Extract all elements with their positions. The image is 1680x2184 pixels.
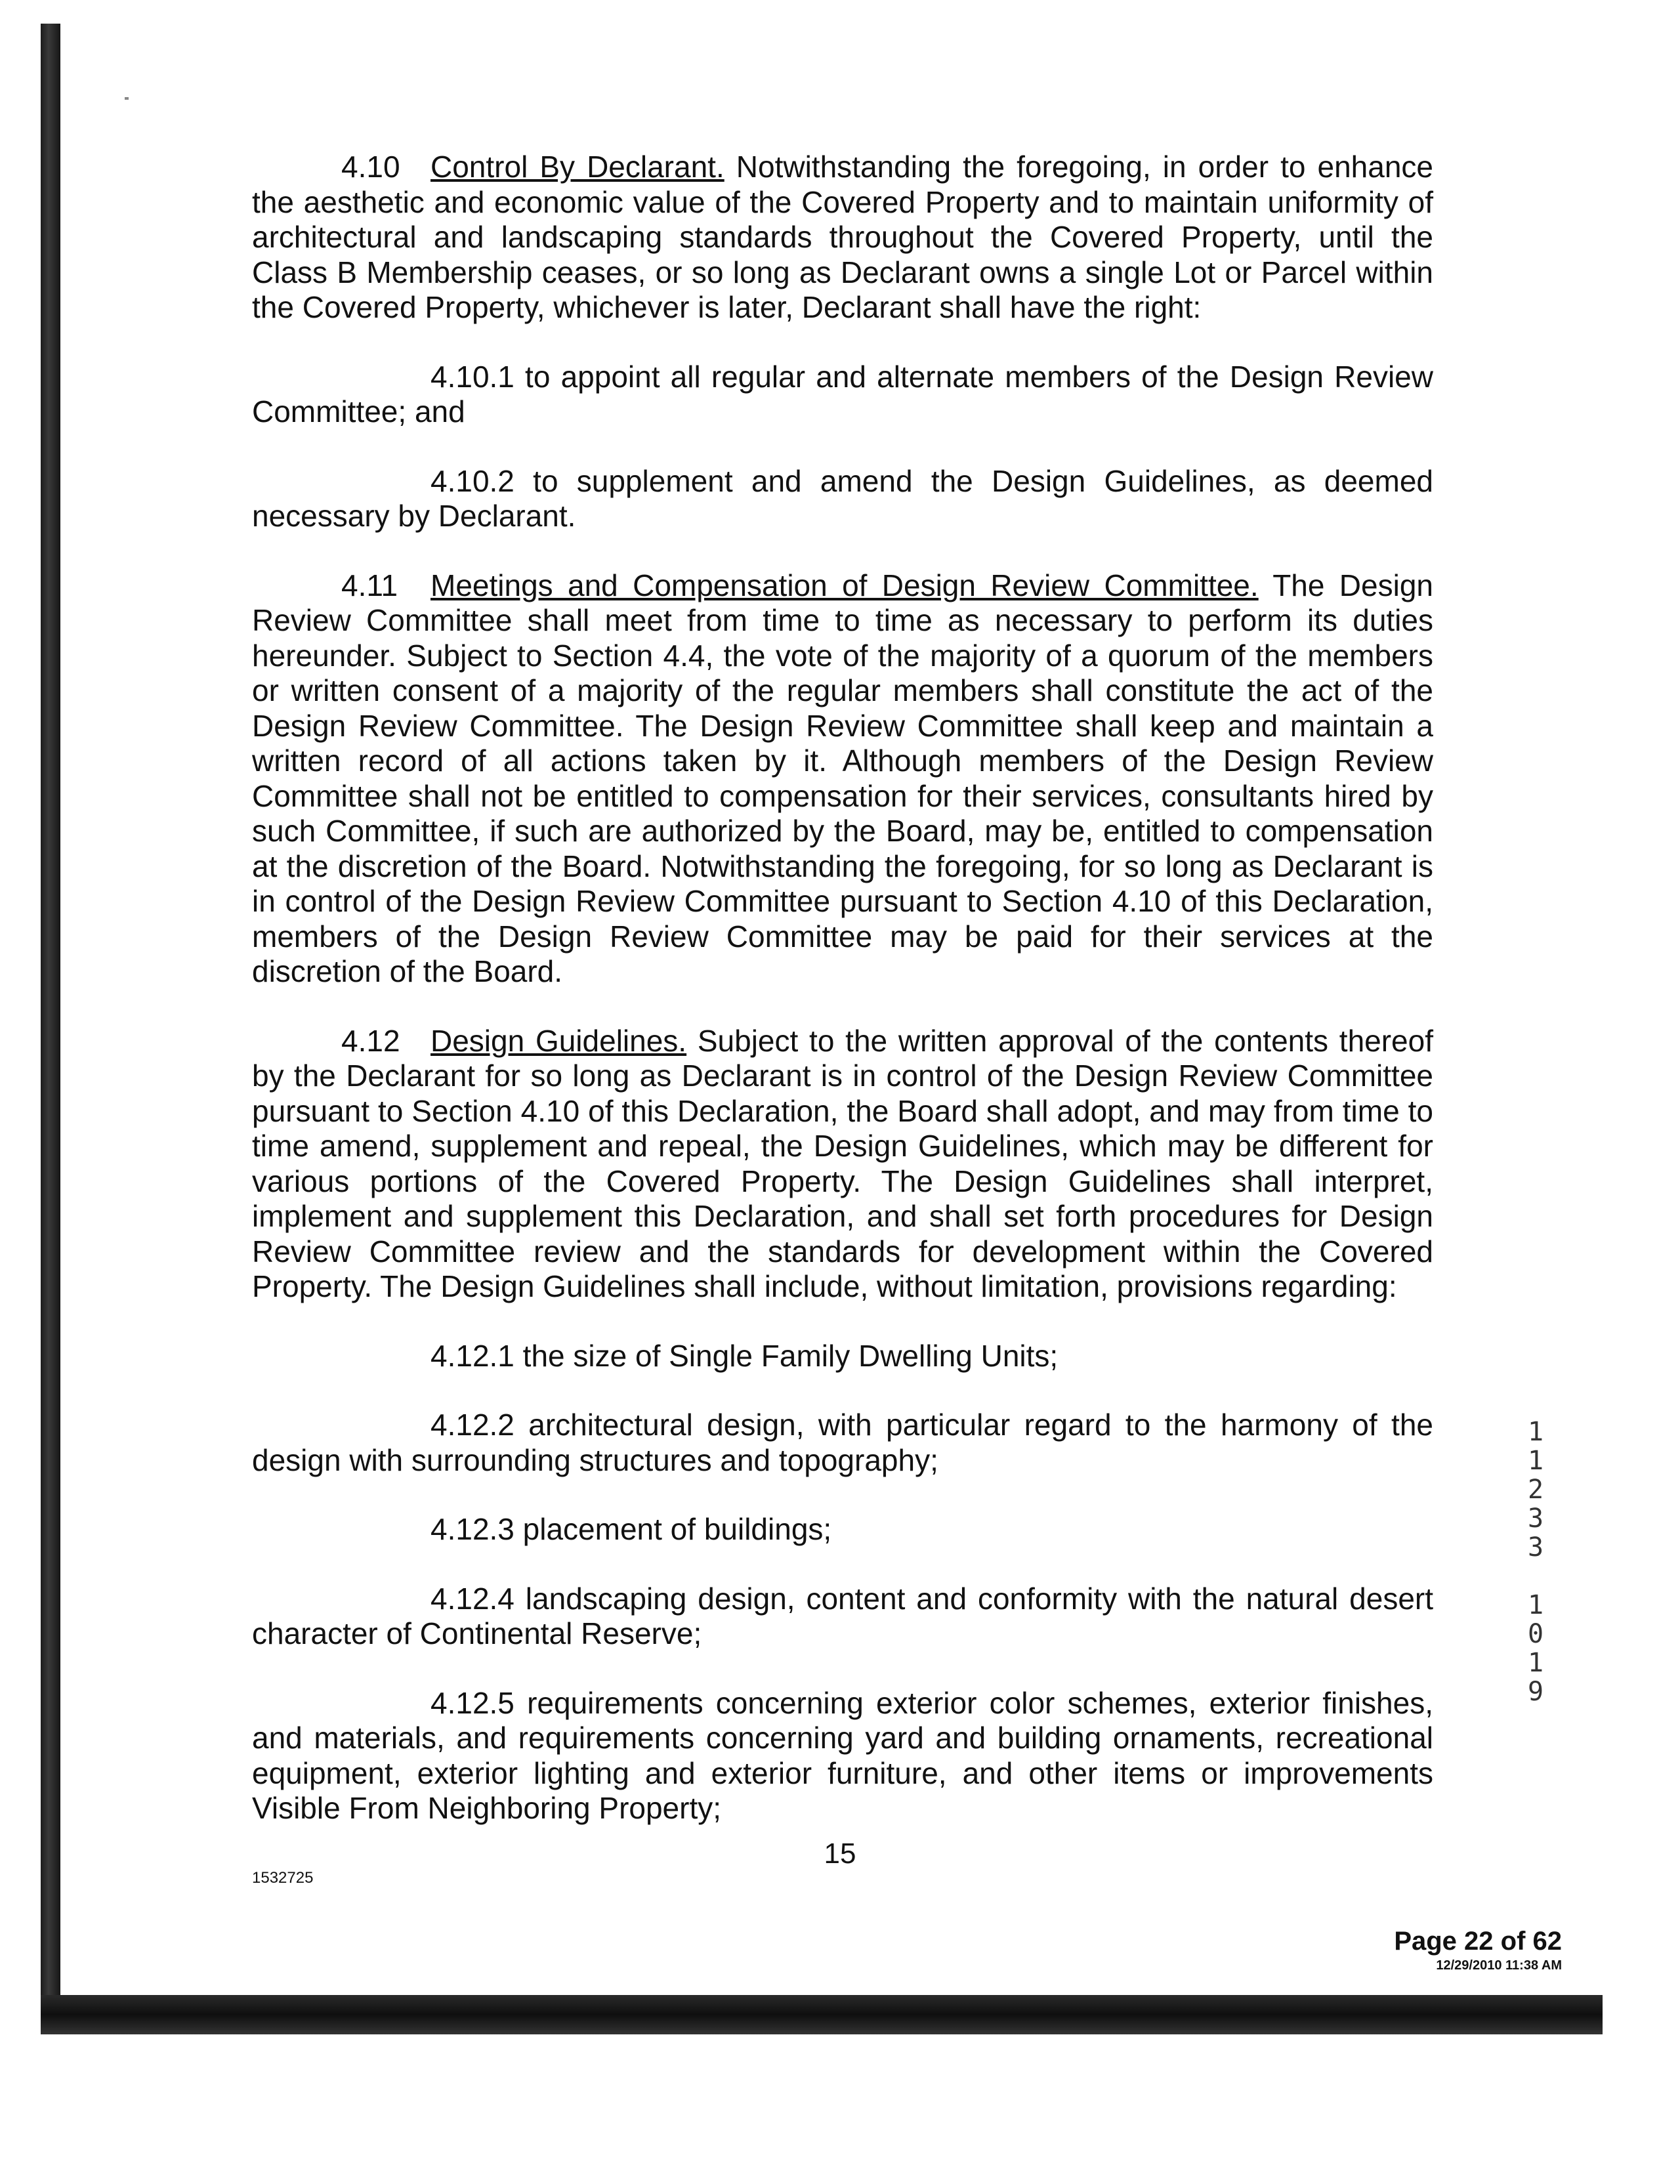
- section-4-10: [252, 150, 1433, 326]
- document-id: 1532725: [252, 1869, 314, 1887]
- subsection-4-12-2: 4.12.2 architectural design, with particular regard to the harmony of the design with surrounding structures and topography;: [252, 1408, 1433, 1477]
- section-heading: Design Guidelines.: [430, 1023, 687, 1058]
- section-heading: Control By Declarant.: [430, 150, 724, 184]
- document-body: [252, 150, 1433, 1860]
- margin-recording-stamp: [1522, 1418, 1549, 1706]
- section-number: 4.10: [341, 150, 400, 184]
- section-heading: Meetings and Compensation of Design Review Committee.: [430, 568, 1259, 602]
- stamp-digit: 9: [1527, 1677, 1544, 1707]
- stamp-digit: 1: [1527, 1417, 1544, 1447]
- subsection-4-12-3: 4.12.3 placement of buildings;: [430, 1512, 832, 1546]
- section-4-11: [252, 568, 1433, 990]
- scan-edge-left: [41, 24, 60, 2006]
- stamp-gap: [1522, 1562, 1549, 1591]
- stamp-digit: 0: [1527, 1619, 1544, 1649]
- stamp-digit: 1: [1527, 1446, 1544, 1476]
- stamp-digit: 3: [1527, 1503, 1544, 1534]
- page-number: 15: [824, 1838, 856, 1870]
- section-text: Subject to the written approval of the contents thereof by the Declarant for so long as Declarant is in control of the Design Review Committee pursuant to Section 4.10 of this Declaration, the Board shall adopt, and may from time to time amend, supplement and repeal, the Design Guidelines, which may be different for various portions of the Covered Property. The Design Guidelines shall interpret, implement and supplement this Declaration, and shall set forth procedures for Design Review Committee review and the standards for development within the Covered Property. The Design Guidelines shall include, without limitation, provisions regarding:: [252, 1023, 1433, 1303]
- section-number: 4.11: [341, 568, 398, 602]
- recorder-timestamp: 12/29/2010 11:38 AM: [1436, 1958, 1562, 1973]
- stamp-digit: 3: [1527, 1532, 1544, 1563]
- stamp-digit: 2: [1527, 1475, 1544, 1505]
- section-4-12: [252, 1024, 1433, 1305]
- section-text: The Design Review Committee shall meet from time to time as necessary to perform its duties hereunder. Subject to Section 4.4, the vote of the majority of a quorum of the members or written consent of a majority of the regular members shall constitute the act of the Design Review Committee. The Design Review Committee shall keep and maintain a written record of all actions taken by it. Although members of the Design Review Committee shall not be entitled to compensation for their services, consultants hired by such Committee, if such are authorized by the Board, may be, entitled to compensation at the discretion of the Board. Notwithstanding the foregoing, for so long as Declarant is in control of the Design Review Committee pursuant to Section 4.10 of this Declaration, members of the Design Review Committee may be paid for their services at the discretion of the Board.: [252, 568, 1433, 988]
- subsection-4-12-4: 4.12.4 landscaping design, content and conformity with the natural desert character of Continental Reserve;: [252, 1581, 1433, 1650]
- recorder-page-label: Page 22 of 62: [1394, 1927, 1562, 1956]
- subsection-4-12-1: 4.12.1 the size of Single Family Dwelling Units;: [430, 1338, 1059, 1373]
- section-number: 4.12: [341, 1023, 400, 1058]
- subsection-4-12-5: 4.12.5 requirements concerning exterior color schemes, exterior finishes, and materials, and requirements concerning yard and building ornaments, recreational equipment, exterior lighting and exterior furniture, and other items or improvements Visible From Neighboring Property;: [252, 1685, 1433, 1825]
- subsection-4-10-1: 4.10.1 to appoint all regular and alternate members of the Design Review Committee; and: [252, 359, 1433, 429]
- subsection-4-10-2: 4.10.2 to supplement and amend the Design Guidelines, as deemed necessary by Declarant.: [252, 463, 1433, 533]
- scan-edge-bottom: [41, 1995, 1603, 2034]
- stamp-digit: 1: [1527, 1590, 1544, 1620]
- section-text: Notwithstanding the foregoing, in order to enhance the aesthetic and economic value of the Covered Property and to maintain uniformity of architectural and landscaping standards throughout the Covered Property, until the Class B Membership ceases, or so long as Declarant owns a single Lot or Parcel within the Covered Property, whichever is later, Declarant shall have the right:: [252, 150, 1433, 324]
- stamp-digit: 1: [1527, 1648, 1544, 1678]
- scan-speck: [125, 97, 129, 100]
